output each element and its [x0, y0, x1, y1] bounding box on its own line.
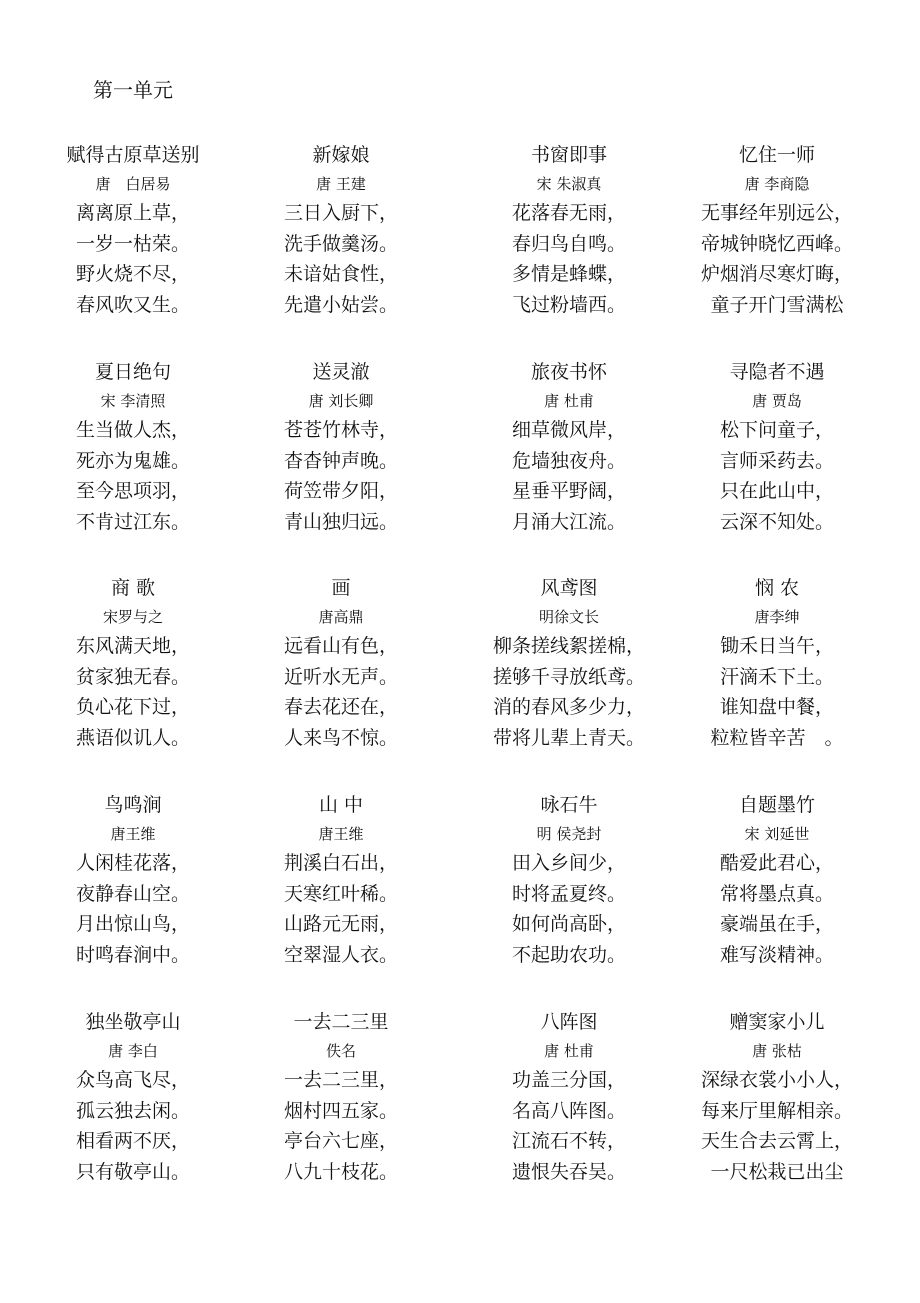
poem-line: 遗恨失吞吴。	[511, 1161, 626, 1184]
poem-line: 只有敬亭山。	[75, 1161, 190, 1184]
poem-line: 洗手做羹汤。	[283, 232, 398, 255]
poem-line: 三日入厨下，	[283, 202, 398, 224]
poem-line: 江流石不转，	[511, 1130, 626, 1153]
poem-line: 一尺松栽已出尘	[710, 1161, 844, 1184]
poem-line: 远看山有色，	[283, 635, 398, 657]
poem-line: 一去二三里，	[283, 1069, 398, 1091]
poem-line: 锄禾日当午，	[719, 635, 834, 657]
poem-line: 春去花还在，	[283, 696, 398, 719]
poem-title: 风鸢图	[540, 577, 598, 599]
poem-line: 烟村四五家。	[283, 1099, 398, 1122]
poem-line: 山路元无雨，	[283, 913, 398, 936]
poem-line: 飞过粉墙西。	[511, 294, 626, 317]
poem-line: 每来厅里解相亲。	[700, 1099, 853, 1122]
poem-author: 唐 贾岛	[752, 392, 802, 410]
poem-line: 多情是蜂蝶，	[511, 263, 626, 286]
poem-block	[454, 1007, 684, 1188]
poem-line: 粒粒皆辛苦 。	[710, 727, 844, 750]
poem-author: 宋 朱淑真	[536, 175, 602, 193]
poem-title: 旅夜书怀	[530, 361, 607, 383]
poem-line: 离离原上草，	[75, 202, 190, 224]
poem-line: 言师采药去。	[719, 449, 834, 472]
poem-block	[454, 140, 684, 321]
poem-title: 赋得古原草送别	[66, 144, 200, 166]
poem-line: 带将儿辈上青天。	[492, 727, 645, 750]
poem-line: 人来鸟不惊。	[283, 727, 398, 750]
poem-title: 咏石牛	[540, 794, 598, 816]
poem-title: 自题墨竹	[738, 794, 815, 816]
poem-block	[226, 1007, 456, 1188]
poem-line: 难写淡精神。	[719, 944, 834, 967]
poem-line: 月涌大江流。	[511, 511, 626, 534]
poem-author: 明 侯尧封	[536, 825, 602, 843]
poem-line: 危墙独夜舟。	[511, 449, 626, 472]
poem-line: 深绿衣裳小小人，	[700, 1069, 853, 1091]
poem-block	[18, 357, 248, 538]
poem-title: 一去二三里	[293, 1011, 389, 1033]
poem-block	[454, 790, 684, 971]
poem-title: 山 中	[318, 794, 364, 816]
poem-line: 消的春风多少力，	[492, 696, 645, 719]
poem-author: 唐王维	[110, 825, 156, 843]
poem-title: 八阵图	[540, 1011, 598, 1033]
poem-line: 天寒红叶稀。	[283, 882, 398, 905]
poem-line: 先遣小姑尝。	[283, 294, 398, 317]
poem-title: 赠窦家小儿	[729, 1011, 825, 1033]
poem-title: 书窗即事	[530, 144, 607, 166]
poem-author: 明徐文长	[538, 608, 599, 626]
poem-block	[662, 1007, 892, 1188]
poem-line: 一岁一枯荣。	[75, 232, 190, 255]
poem-line: 田入乡间少，	[511, 852, 626, 874]
poem-line: 豪端虽在手，	[719, 913, 834, 936]
poem-line: 时将孟夏终。	[511, 882, 626, 905]
poem-line: 汗滴禾下土。	[719, 665, 834, 688]
poem-title: 画	[331, 577, 351, 599]
poem-line: 天生合去云霄上，	[700, 1130, 853, 1153]
poem-title: 新嫁娘	[312, 144, 370, 166]
poem-block	[226, 573, 456, 754]
poem-block	[662, 573, 892, 754]
poem-line: 月出惊山鸟，	[75, 913, 190, 936]
poem-line: 松下问童子，	[719, 419, 834, 441]
poem-line: 帝城钟晓忆西峰。	[700, 232, 853, 255]
poem-line: 细草微风岸，	[511, 419, 626, 441]
poem-block	[226, 140, 456, 321]
poem-author: 宋罗与之	[102, 608, 163, 626]
poem-author: 唐 刘长卿	[308, 392, 374, 410]
poem-line: 名高八阵图。	[511, 1099, 626, 1122]
poem-line: 荷笠带夕阳，	[283, 480, 398, 503]
poem-author: 宋 李清照	[100, 392, 166, 410]
poem-line: 至今思项羽，	[75, 480, 190, 503]
poem-line: 谁知盘中餐，	[719, 696, 834, 719]
poem-title: 商 歌	[110, 577, 156, 599]
poem-line: 野火烧不尽，	[75, 263, 190, 286]
unit-title: 第一单元	[93, 78, 173, 102]
poem-line: 负心花下过，	[75, 696, 190, 719]
poem-line: 未谙姑食性，	[283, 263, 398, 286]
poem-author: 宋 刘延世	[744, 825, 810, 843]
poem-line: 不起助农功。	[511, 944, 626, 967]
poem-line: 星垂平野阔，	[511, 480, 626, 503]
poem-title: 忆住一师	[738, 144, 815, 166]
poem-line: 荆溪白石出，	[283, 852, 398, 874]
poem-line: 贫家独无春。	[75, 665, 190, 688]
poem-title: 独坐敬亭山	[85, 1011, 181, 1033]
poem-line: 死亦为鬼雄。	[75, 449, 190, 472]
poem-block	[662, 140, 892, 321]
poem-line: 酷爱此君心，	[719, 852, 834, 874]
poem-author: 唐 杜甫	[544, 392, 594, 410]
poem-author: 唐 杜甫	[544, 1042, 594, 1060]
poem-title: 寻隐者不遇	[729, 361, 825, 383]
poem-line: 只在此山中，	[719, 480, 834, 503]
poem-author: 唐 李白	[108, 1042, 158, 1060]
poem-block	[662, 357, 892, 538]
poem-line: 春归鸟自鸣。	[511, 232, 626, 255]
poem-block	[226, 357, 456, 538]
poem-line: 功盖三分国，	[511, 1069, 626, 1091]
poem-line: 八九十枝花。	[283, 1161, 398, 1184]
poem-line: 柳条搓线絮搓棉，	[492, 635, 645, 657]
poem-line: 空翠湿人衣。	[283, 944, 398, 967]
poem-author: 唐 李商隐	[744, 175, 810, 193]
poem-line: 相看两不厌，	[75, 1130, 190, 1153]
poem-line: 青山独归远。	[283, 511, 398, 534]
poem-title: 悯 农	[754, 577, 800, 599]
poem-author: 佚名	[325, 1042, 356, 1060]
poem-line: 苍苍竹林寺，	[283, 419, 398, 441]
poem-title: 夏日绝句	[94, 361, 171, 383]
poem-block	[18, 1007, 248, 1188]
poem-line: 燕语似讥人。	[75, 727, 190, 750]
poem-line: 生当做人杰，	[75, 419, 190, 441]
poem-line: 东风满天地，	[75, 635, 190, 657]
poem-line: 众鸟高飞尽，	[75, 1069, 190, 1091]
poem-block	[18, 573, 248, 754]
poem-line: 炉烟消尽寒灯晦，	[700, 263, 853, 286]
poem-author: 唐 张枯	[752, 1042, 802, 1060]
poem-author: 唐王维	[318, 825, 364, 843]
poem-line: 杳杳钟声晚。	[283, 449, 398, 472]
poem-title: 鸟鸣涧	[104, 794, 162, 816]
poem-line: 亭台六七座，	[283, 1130, 398, 1153]
poem-line: 搓够千寻放纸鸢。	[492, 665, 645, 688]
poem-author: 唐 王建	[316, 175, 366, 193]
poem-line: 无事经年别远公，	[700, 202, 853, 224]
poem-line: 近听水无声。	[283, 665, 398, 688]
poem-block	[18, 140, 248, 321]
poem-line: 时鸣春涧中。	[75, 944, 190, 967]
poem-line: 孤云独去闲。	[75, 1099, 190, 1122]
poem-block	[454, 573, 684, 754]
poem-line: 不肯过江东。	[75, 511, 190, 534]
poem-author: 唐李绅	[754, 608, 800, 626]
poem-line: 常将墨点真。	[719, 882, 834, 905]
poem-line: 花落春无雨，	[511, 202, 626, 224]
poem-author: 唐高鼎	[318, 608, 364, 626]
poem-block	[454, 357, 684, 538]
poem-line: 如何尚高卧，	[511, 913, 626, 936]
poem-author: 唐 白居易	[95, 175, 171, 193]
poem-line: 人闲桂花落，	[75, 852, 190, 874]
poem-block	[226, 790, 456, 971]
poem-block	[662, 790, 892, 971]
poem-line: 夜静春山空。	[75, 882, 190, 905]
poem-block	[18, 790, 248, 971]
poem-line: 童子开门雪满松	[710, 294, 844, 317]
poem-title: 送灵澈	[312, 361, 370, 383]
poem-line: 春风吹又生。	[75, 294, 190, 317]
poem-line: 云深不知处。	[719, 511, 834, 534]
